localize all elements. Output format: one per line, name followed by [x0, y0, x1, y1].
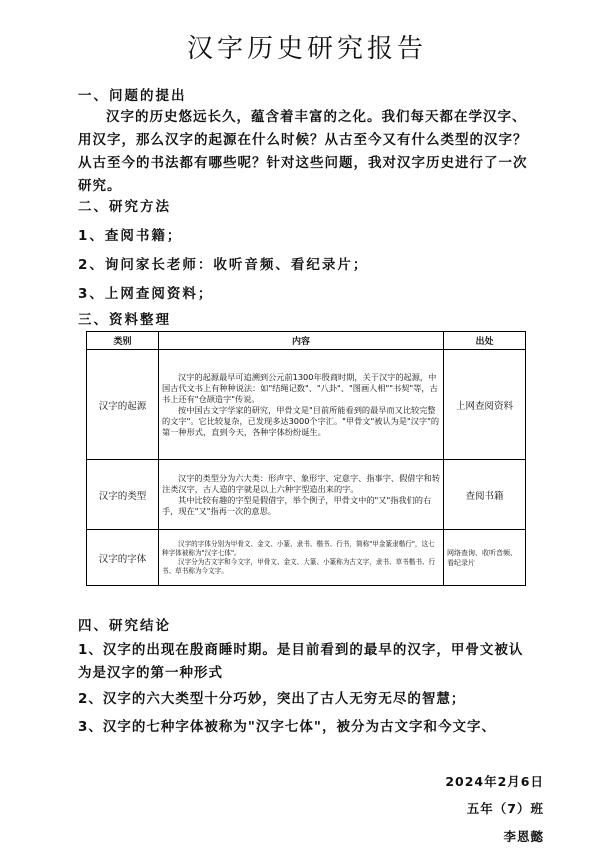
section-heading-materials: 三、资料整理 [78, 312, 171, 328]
table-header-row [87, 332, 526, 350]
table-row [87, 350, 526, 460]
row-content-paragraph [162, 473, 440, 495]
table-header-category: 类别 [87, 332, 159, 350]
row-content [159, 460, 444, 530]
table-row [87, 530, 526, 586]
conclusion-item: 1、汉字的出现在殷商睡时期。是目前看到的最早的汉字，甲骨文被认为是汉字的第一种形式 [78, 642, 524, 681]
row-content-text: 按中国古文字学家的研究，甲骨文是"目前所能看到的最早而又比较完整的文字"。它比较复杂，已发现多达3000个字汇。"甲骨文"被认为是"汉字"的第一种形式，直到今天，各种字体纷纷诞生。 [162, 404, 440, 437]
page-title: 汉字历史研究报告 [186, 34, 427, 64]
materials-table [86, 331, 526, 586]
row-content-paragraph [162, 495, 440, 517]
row-category: 汉字的字体 [87, 530, 159, 586]
signature-name: 李恩懿 [503, 829, 544, 844]
row-content [159, 530, 444, 586]
row-content-paragraph [162, 540, 440, 558]
row-content-text: 汉字的类型分为六大类：形声字、象形字、定意字、指事字、假借字和转注类汉字，古人造的字就是以上六种字型造出来的字。 [162, 472, 441, 494]
row-category: 汉字的类型 [87, 460, 159, 530]
row-content [159, 350, 444, 460]
row-source: 网络查询、收听音频、看纪录片 [444, 530, 526, 586]
row-category: 汉字的起源 [87, 350, 159, 460]
method-item: 3、上网查阅资料； [78, 286, 214, 302]
row-source: 查阅书籍 [444, 460, 526, 530]
row-content-paragraph [162, 558, 440, 576]
row-content-text: 汉字分为古文字和今文字，甲骨文、金文、大篆、小篆称为古文字，隶书、草书楷书、行书、草书称为今文字。 [162, 557, 436, 575]
row-content-text: 其中比较有趣的字型是假借字，举个例子，甲骨文中的"又"指我们的右手，现在"又"指再一次的意思。 [162, 494, 432, 516]
conclusion-item: 2、汉字的六大类型十分巧妙，突出了古人无穷无尽的智慧； [78, 691, 466, 707]
table-row [87, 460, 526, 530]
signature-date: 2024年2月6日 [445, 774, 544, 789]
section-heading-problem: 一、问题的提出 [78, 88, 187, 104]
section-heading-method: 二、研究方法 [78, 199, 171, 215]
method-item: 2、询问家长老师：收听音频、看纪录片； [78, 257, 369, 273]
row-source: 上网查阅资料 [444, 350, 526, 460]
row-content-text: 汉字的字体分别为甲骨文、金文、小篆、隶书、楷书、行书，简称"甲金篆隶楷行"，这七种字体被称为"汉字七体"。 [162, 539, 435, 557]
conclusion-item: 3、汉字的七种字体被称为"汉字七体"，被分为古文字和今文字、 [78, 719, 496, 735]
row-content-text: 汉字的起源最早可追溯到公元前1300年殷商时期，关于汉字的起源，中国古代文书上有种种说法：如"结绳记数"、"八卦"、"图画人相""书契"等，古书上还有"仓颉造字"传说。 [162, 371, 438, 404]
problem-paragraph-text: 汉字的历史悠远长久，蕴含着丰富的之化。我们每天都在学汉字、用汉字，那么汉字的起源在什么时候？从古至今又有什么类型的汉字？从古至今的书法都有哪些呢？针对这些问题，我对汉字历史进行了一次研究。 [78, 109, 528, 194]
table-header-source: 出处 [444, 332, 526, 350]
section-heading-conclusion: 四、研究结论 [78, 618, 171, 634]
row-content-paragraph [162, 405, 440, 438]
row-content-paragraph [162, 372, 440, 405]
method-item: 1、查阅书籍； [78, 228, 183, 244]
problem-paragraph [78, 106, 536, 198]
signature-class: 五年（7）班 [466, 801, 544, 816]
table-header-content: 内容 [159, 332, 444, 350]
